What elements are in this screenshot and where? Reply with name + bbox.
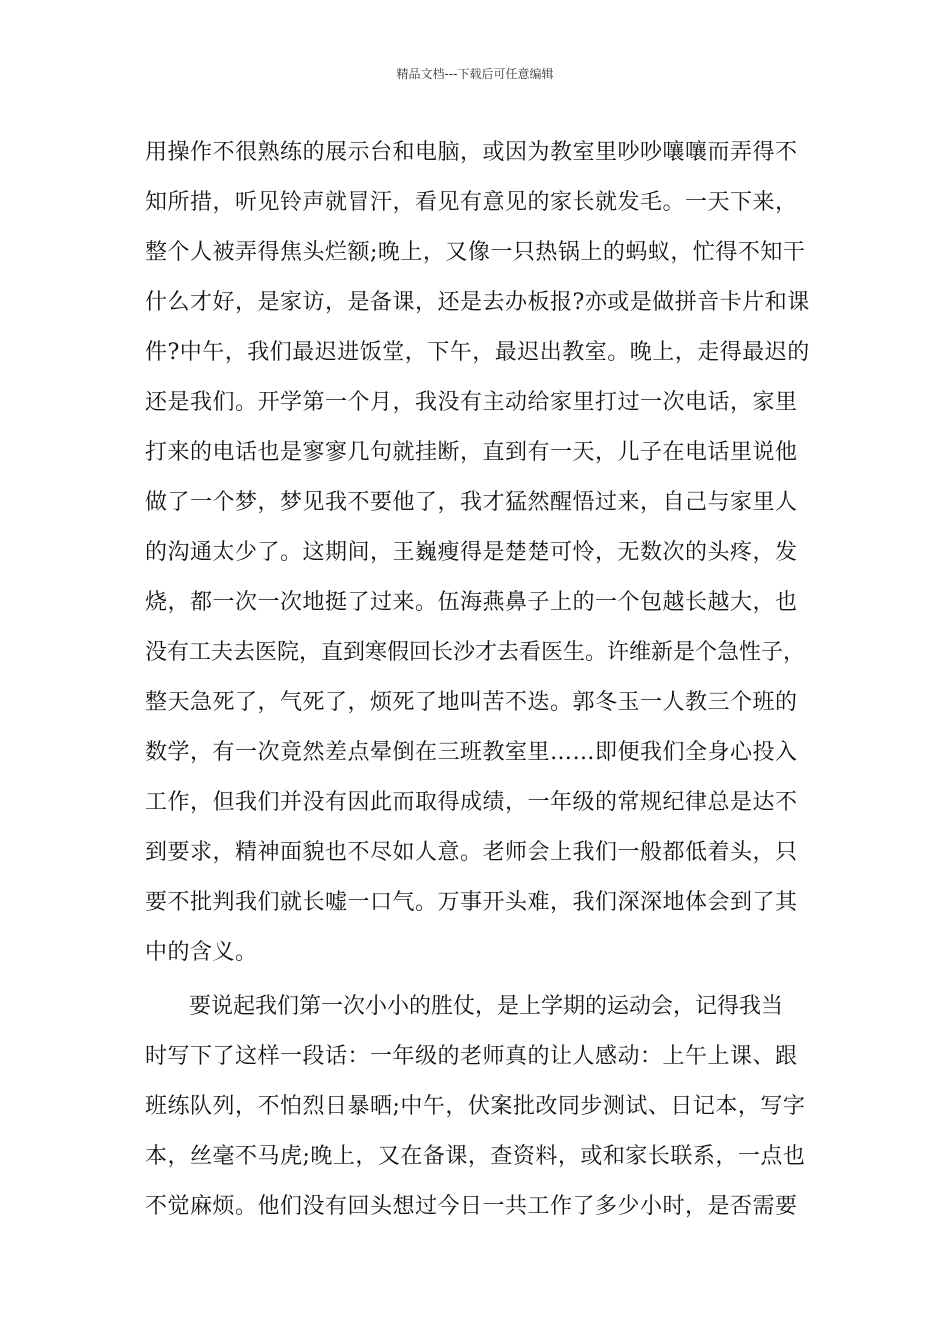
text-line: 整天急死了，气死了，烦死了地叫苦不迭。郭冬玉一人教三个班的 <box>145 690 798 715</box>
text-line: 要说起我们第一次小小的胜仗，是上学期的运动会，记得我当 <box>189 994 784 1019</box>
text-line: 本，丝毫不马虎;晚上，又在备课，查资料，或和家长联系，一点也 <box>145 1144 806 1169</box>
text-line: 做了一个梦，梦见我不要他了，我才猛然醒悟过来，自己与家里人 <box>145 490 798 515</box>
page-header: 精品文档---下载后可任意编辑 <box>396 67 554 81</box>
text-line: 打来的电话也是寥寥几句就挂断，直到有一天，儿子在电话里说他 <box>145 440 798 465</box>
text-line: 时写下了这样一段话：一年级的老师真的让人感动：上午上课、跟 <box>145 1044 798 1069</box>
text-line: 中的含义。 <box>145 940 258 965</box>
text-line: 烧，都一次一次地挺了过来。伍海燕鼻子上的一个包越长越大，也 <box>145 590 798 615</box>
text-line: 什么才好，是家访，是备课，还是去办板报?亦或是做拼音卡片和课 <box>145 290 810 315</box>
paragraph-1 <box>145 128 825 978</box>
text-line: 用操作不很熟练的展示台和电脑，或因为教室里吵吵嚷嚷而弄得不 <box>145 140 798 165</box>
text-line: 工作，但我们并没有因此而取得成绩，一年级的常规纪律总是达不 <box>145 790 798 815</box>
text-line: 的沟通太少了。这期间，王巍瘦得是楚楚可怜，无数次的头疼，发 <box>145 540 798 565</box>
text-line: 整个人被弄得焦头烂额;晚上，又像一只热锅上的蚂蚁，忙得不知干 <box>145 240 806 265</box>
document-body <box>145 128 825 1232</box>
text-line: 到要求，精神面貌也不尽如人意。老师会上我们一般都低着头，只 <box>145 840 798 865</box>
text-line: 班练队列，不怕烈日暴晒;中午，伏案批改同步测试、日记本，写字 <box>145 1094 806 1119</box>
text-line: 还是我们。开学第一个月，我没有主动给家里打过一次电话，家里 <box>145 390 798 415</box>
text-line: 要不批判我们就长嘘一口气。万事开头难，我们深深地体会到了其 <box>145 890 798 915</box>
text-line: 不觉麻烦。他们没有回头想过今日一共工作了多少小时，是否需要 <box>145 1194 798 1219</box>
text-line: 知所措，听见铃声就冒汗，看见有意见的家长就发毛。一天下来， <box>145 190 798 215</box>
text-line: 数学，有一次竟然差点晕倒在三班教室里……即便我们全身心投入 <box>145 740 798 765</box>
paragraph-2 <box>145 982 825 1232</box>
text-line: 件?中午，我们最迟进饭堂，下午，最迟出教室。晚上，走得最迟的 <box>145 340 810 365</box>
text-line: 没有工夫去医院，直到寒假回长沙才去看医生。许维新是个急性子， <box>145 640 806 665</box>
